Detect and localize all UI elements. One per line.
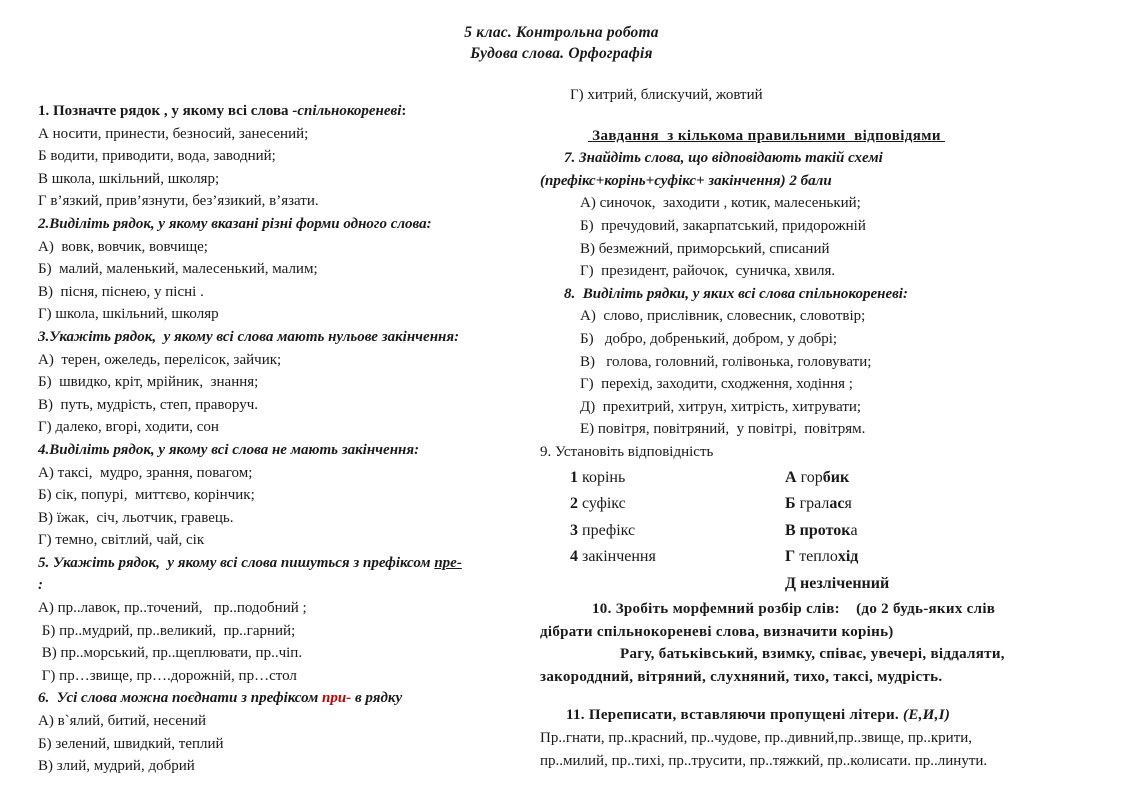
question-10-words-line-2: закороддний, вітряний, слухняний, тихо, таксі, мудрість. xyxy=(540,668,943,685)
question-5-option-g[interactable]: Г) пр…звище, пр….дорожній, пр…стол xyxy=(38,667,297,684)
left-column xyxy=(38,100,468,778)
question-9-matching-table xyxy=(570,466,1000,599)
question-9-right-pre-b: грал xyxy=(795,495,830,512)
question-4-heading: 4.Виділіть рядок, у якому всі слова не мають закінчення: xyxy=(38,441,420,458)
question-4-option-v[interactable]: В) їжак, січ, льотчик, гравець. xyxy=(38,509,234,526)
question-2-option-b[interactable]: Б) малий, маленький, малесенький, малим; xyxy=(38,261,318,278)
question-9-right-bold-d: незліченний xyxy=(800,574,890,592)
question-7-option-g[interactable]: Г) президент, райочок, суничка, хвиля. xyxy=(580,263,836,280)
question-6-heading-tail: в рядку xyxy=(351,690,403,707)
question-1-option-v[interactable]: В школа, шкільний, школяр; xyxy=(38,170,220,187)
question-6 xyxy=(38,687,468,777)
question-8-option-v[interactable]: В) голова, головний, голівонька, головувати; xyxy=(580,353,872,370)
question-11-heading xyxy=(540,704,1085,727)
table-row xyxy=(570,572,1000,599)
question-8-option-d[interactable]: Д) прехитрий, хитрун, хитрість, хитрувати; xyxy=(580,398,862,415)
question-5-heading-text: 5. Укажіть рядок, у якому всі слова пишуться з префіксом xyxy=(38,554,435,571)
question-9-right-letter-d: Д xyxy=(785,574,797,592)
question-7-option-a[interactable]: А) синочок, заходити , котик, малесенький; xyxy=(580,195,861,212)
question-11 xyxy=(540,704,1085,772)
question-6-prefix-pry: при- xyxy=(322,690,352,707)
question-5-option-a[interactable]: А) пр..лавок, пр..точений, пр..подобний ; xyxy=(38,600,307,617)
question-8-option-a[interactable]: А) слово, прислівник, словесник, словотвір; xyxy=(580,308,866,325)
question-3-option-g[interactable]: Г) далеко, вгорі, ходити, сон xyxy=(38,419,219,436)
question-4-option-g[interactable]: Г) темно, світлий, чай, сік xyxy=(38,532,205,549)
question-1-heading-plain: 1. Позначте рядок , у якому всі слова - xyxy=(38,103,298,119)
question-2-option-a[interactable]: А) вовк, вовчик, вовчище; xyxy=(38,238,208,255)
question-6-option-g[interactable]: Г) хитрий, блискучий, жовтий xyxy=(570,87,763,103)
question-9-right-letter-v: В xyxy=(785,521,796,539)
question-3-option-b[interactable]: Б) швидко, кріт, мрійник, знання; xyxy=(38,374,259,391)
question-9-right-pre-g: тепло xyxy=(795,548,838,565)
question-1-heading xyxy=(38,100,468,123)
question-9-right-letter-g: Г xyxy=(785,548,796,565)
question-9-right-bold-g: хід xyxy=(837,548,859,565)
question-9-left-label-4: закінчення xyxy=(578,548,656,565)
question-6-heading-text: 6. Усі слова можна поєднати з префіксом xyxy=(38,690,323,707)
question-11-heading-text: 11. Переписати, вставляючи пропущені літери. xyxy=(566,707,904,724)
question-9-right-bold-b: ас xyxy=(829,495,845,512)
question-8-heading: 8. Виділіть рядки, у яких всі слова спільнокореневі: xyxy=(564,285,908,302)
question-9-right-bold-v: проток xyxy=(799,521,851,539)
question-9-left-number-4: 4 xyxy=(570,548,578,565)
table-row xyxy=(570,519,1000,546)
question-8-option-e[interactable]: Е) повітря, повітряний, у повітрі, повітрям. xyxy=(580,421,866,438)
question-5-heading-tail: : xyxy=(38,554,470,594)
question-6-option-b[interactable]: Б) зелений, швидкий, теплий xyxy=(38,735,224,752)
question-9-left-label-2: суфікс xyxy=(578,495,626,512)
question-8 xyxy=(540,283,1085,441)
table-row xyxy=(570,492,1000,519)
question-9-right-item-v[interactable] xyxy=(785,519,1000,546)
question-9-left-item-3[interactable] xyxy=(570,519,785,546)
question-9-left-number-1: 1 xyxy=(570,468,578,486)
question-2 xyxy=(38,213,468,326)
question-9-left-item-4[interactable] xyxy=(570,545,785,572)
question-1-option-a[interactable]: А носити, принести, безносий, занесений; xyxy=(38,125,309,142)
question-9-right-item-b[interactable] xyxy=(785,492,1000,519)
question-6-option-a[interactable]: А) в`ялий, битий, несений xyxy=(38,713,207,730)
question-2-heading: 2.Виділіть рядок, у якому вказані різні форми одного слова: xyxy=(38,215,432,232)
question-9 xyxy=(540,441,1085,598)
question-7 xyxy=(540,147,1085,283)
question-5-heading xyxy=(38,552,468,597)
title-line-2: Будова слова. Орфографія xyxy=(470,45,653,62)
question-9-left-label-3: префікс xyxy=(578,521,636,539)
question-7-option-b[interactable]: Б) пречудовий, закарпатський, придорожній xyxy=(580,217,866,234)
question-7-option-v[interactable]: В) безмежний, приморський, списаний xyxy=(580,240,830,257)
question-1-option-b[interactable]: Б водити, приводити, вода, заводний; xyxy=(38,148,276,165)
question-5-option-v[interactable]: В) пр..морський, пр..щеплювати, пр..чіп. xyxy=(38,645,303,662)
question-1-option-g[interactable]: Г в’язкий, прив’язнути, без’язикий, в’язати. xyxy=(38,193,319,210)
right-column xyxy=(540,84,1085,772)
question-3-heading: 3.Укажіть рядок, у якому всі слова мають нульове закінчення: xyxy=(38,328,460,345)
question-8-option-g[interactable]: Г) перехід, заходити, сходження, ходіння ; xyxy=(580,376,853,393)
question-10-words-line-1: Рагу, батьківський, взимку, співає, увечері, віддаляти, xyxy=(620,646,1005,663)
question-8-option-b[interactable]: Б) добро, добренький, добром, у добрі; xyxy=(580,330,838,347)
question-11-letters-hint: (Е,И,І) xyxy=(903,707,951,724)
question-9-right-post-v: а xyxy=(850,521,858,539)
table-row xyxy=(570,466,1000,493)
question-4 xyxy=(38,439,468,552)
question-10-heading-line-2: дібрати спільнокореневі слова, визначити корінь) xyxy=(540,623,894,640)
question-3-option-v[interactable]: В) путь, мудрість, степ, праворуч. xyxy=(38,396,258,413)
question-7-heading-line-2: (префікс+корінь+суфікс+ закінчення) 2 бали xyxy=(540,172,832,189)
question-9-right-post-b: я xyxy=(844,495,852,512)
question-6-heading xyxy=(38,687,468,710)
question-9-left-item-1[interactable] xyxy=(570,466,785,493)
document-title xyxy=(0,22,1123,64)
question-9-right-item-d[interactable] xyxy=(785,572,1000,599)
question-6-option-v[interactable]: В) злий, мудрий, добрий xyxy=(38,758,195,775)
section-heading-multiple-answers: Завдання з кількома правильними відповідями xyxy=(588,127,946,144)
question-10 xyxy=(540,598,1085,688)
question-11-body-line-2: пр..милий, пр..тихі, пр..трусити, пр..тяжкий, пр..колисати. пр..линути. xyxy=(540,752,988,769)
table-row xyxy=(570,545,1000,572)
question-9-left-number-3: 3 xyxy=(570,521,578,539)
title-line-1: 5 клас. Контрольна робота xyxy=(464,24,659,41)
question-7-heading-line-1: 7. Знайдіть слова, що відповідають такій схемі xyxy=(564,150,883,167)
question-5-prefix-pre: пре- xyxy=(434,554,462,571)
question-10-heading-line-1: 10. Зробіть морфемний розбір слів: (до 2 будь-яких слів xyxy=(592,601,996,617)
question-9-left-number-2: 2 xyxy=(570,495,578,512)
question-1-heading-tail: : xyxy=(401,103,407,119)
question-9-right-letter-b: Б xyxy=(785,495,796,512)
question-1 xyxy=(38,100,468,213)
question-5-option-b[interactable]: Б) пр..мудрий, пр..великий, пр..гарний; xyxy=(38,622,296,639)
question-11-body-line-1: Пр..гнати, пр..красний, пр..чудове, пр..дивний,пр..звище, пр..крити, xyxy=(540,729,973,746)
question-9-right-item-g[interactable] xyxy=(785,545,1000,572)
question-2-option-g[interactable]: Г) школа, шкільний, школяр xyxy=(38,306,219,323)
question-9-right-pre-a: гор xyxy=(796,468,823,486)
question-9-right-letter-a: А xyxy=(785,468,797,486)
question-5 xyxy=(38,552,468,688)
column-spacer xyxy=(540,107,1085,125)
question-9-right-item-a[interactable] xyxy=(785,466,1000,493)
question-4-option-a[interactable]: А) таксі, мудро, зрання, повагом; xyxy=(38,464,253,481)
question-9-left-item-empty xyxy=(570,572,785,599)
question-3-option-a[interactable]: А) терен, ожеледь, перелісок, зайчик; xyxy=(38,351,282,368)
question-1-heading-italic: спільнокореневі xyxy=(297,103,402,119)
question-9-left-label-1: корінь xyxy=(578,468,626,486)
question-3 xyxy=(38,326,468,439)
question-9-left-item-2[interactable] xyxy=(570,492,785,519)
question-2-option-v[interactable]: В) пісня, піснею, у пісні . xyxy=(38,283,204,300)
question-9-heading: 9. Установіть відповідність xyxy=(540,443,714,460)
question-4-option-b[interactable]: Б) сік, попурі, миттєво, корінчик; xyxy=(38,487,255,504)
question-9-right-bold-a: бик xyxy=(822,468,850,486)
